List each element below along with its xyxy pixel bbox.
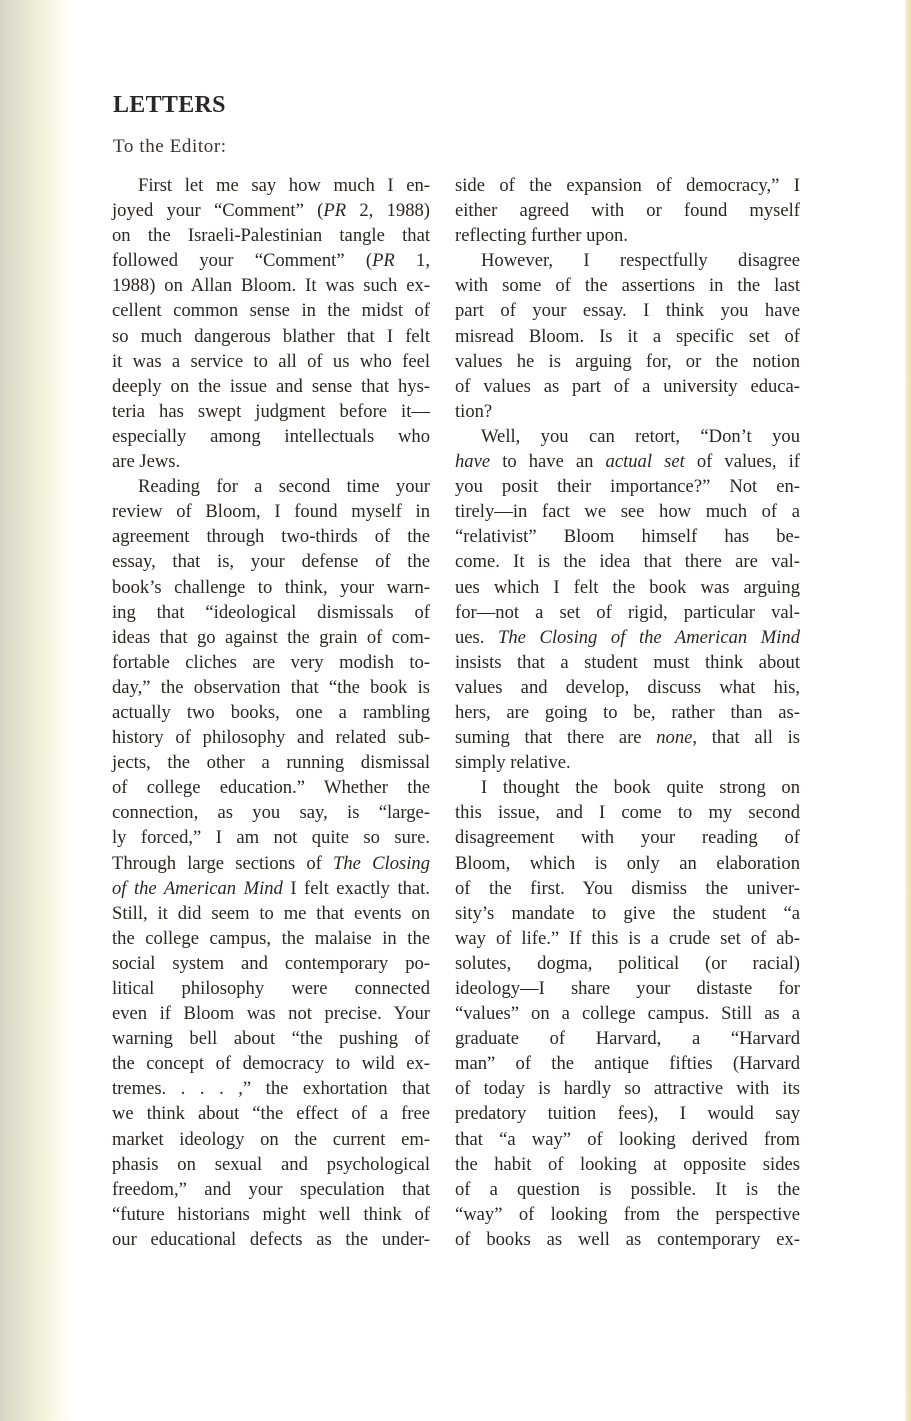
text-line [455,725,800,750]
text-line: predatory tuition fees), I would say [455,1103,800,1125]
text-line: our educational defects as the under- [112,1228,430,1250]
text-line: review of Bloom, I found myself in [112,501,430,523]
text-line: 1988) on Allan Bloom. It was such ex- [112,275,430,297]
text-line: fortable cliches are very modish to- [112,651,430,673]
text-line: Still, it did seem to me that events on [112,902,430,924]
text-line: First let me say how much I en- [138,175,430,196]
text-line: way of life.” If this is a crude set of ab- [455,927,800,949]
text-line: I thought the book quite strong on [481,777,800,799]
text-segment: joyed your “Comment” ( [112,200,324,222]
italic-text: none [656,727,693,749]
text-line: the college campus, the malaise in the [112,927,430,949]
text-line [112,248,430,273]
text-line: deeply on the issue and sense that hys- [112,375,430,397]
text-line [455,625,800,650]
text-line: ideology—I share your distaste for [455,978,800,999]
text-line: the concept of democracy to wild ex- [112,1053,430,1075]
text-segment: suming that there are [455,727,657,749]
text-line: misread Bloom. Is it a specific set of [455,325,800,347]
text-line: part of your essay. I think you have [455,300,800,322]
text-line [112,851,430,876]
text-line: “relativist” Bloom himself has be- [455,526,800,548]
text-segment: I felt exactly that. [282,877,431,899]
text-line: of today is hardly so attractive with its [455,1078,800,1100]
text-line: history of philosophy and related sub- [112,727,430,749]
text-line: simply relative. [455,752,571,774]
text-line: ly forced,” I am not quite so sure. [112,827,430,849]
text-segment: of values, if [684,451,800,473]
text-line: for—not a set of rigid, particular val- [455,601,800,623]
text-line: disagreement with your reading of [455,827,800,849]
text-line: “future historians might well think of [112,1203,430,1225]
text-line: phasis on sexual and psychological [112,1153,430,1175]
text-line: even if Bloom was not precise. Your [112,1003,430,1025]
italic-text: PR [323,200,347,222]
text-line: connection, as you say, is “large- [112,802,430,824]
text-line: warning bell about “the pushing of [112,1028,430,1050]
text-line: Reading for a second time your [138,476,430,498]
text-line: book’s challenge to think, your warn- [112,576,430,598]
text-segment: to have an [490,451,606,473]
italic-text: PR [372,250,395,272]
text-line: we think about “the effect of a free [112,1103,430,1125]
text-line: freedom,” and your speculation that [112,1178,430,1200]
text-line: ues which I felt the book was arguing [455,576,800,598]
text-line: sity’s mandate to give the student “a [455,902,800,924]
text-line: you posit their importance?” Not en- [455,476,800,498]
text-line: side of the expansion of democracy,” I [455,175,800,196]
text-line: especially among intellectuals who [112,425,430,447]
text-line: teria has swept judgment before it— [112,400,430,422]
right-text-column [455,173,800,1252]
text-line: However, I respectfully disagree [481,250,800,272]
text-line: insists that a student must think about [455,651,800,673]
text-segment: Through large sections of [112,852,334,874]
section-heading: LETTERS [113,92,226,118]
text-line: cellent common sense in the midst of [112,300,430,322]
text-line: social system and contemporary po- [112,952,430,974]
text-line: agreement through two-thirds of the [112,526,430,548]
text-line: come. It is the idea that there are val- [455,551,800,573]
text-line: “values” on a college campus. Still as a [455,1003,800,1025]
text-line: tirely—in fact we see how much of a [455,501,800,523]
text-line: on the Israeli-Palestinian tangle that [112,225,430,247]
text-line: litical philosophy were connected [112,978,430,999]
text-line: day,” the observation that “the book is [112,676,430,698]
text-line: tion? [455,400,493,422]
text-line: Bloom, which is only an elaboration [455,852,800,874]
text-line: solutes, dogma, political (or racial) [455,952,800,974]
text-line: values he is arguing for, or the notion [455,350,800,372]
text-line: reflecting further upon. [455,225,628,247]
text-line: are Jews. [112,451,181,473]
text-line: tremes. . . . ,” the exhortation that [112,1078,430,1100]
left-text-column [112,173,430,1252]
text-line: of college education.” Whether the [112,777,430,799]
text-line: that “a way” of looking derived from [455,1128,800,1150]
italic-text: have [455,451,491,473]
italic-text: actual set [605,451,685,473]
text-line: the habit of looking at opposite sides [455,1153,800,1175]
text-line: of the first. You dismiss the univer- [455,877,800,899]
text-segment: ues. [455,626,499,648]
text-line: of values as part of a university educa- [455,375,800,397]
text-line: it was a service to all of us who feel [112,350,430,372]
text-line: values and develop, discuss what his, [455,676,800,698]
text-line: with some of the assertions in the last [455,275,800,297]
text-line [112,876,430,901]
text-segment: 2, 1988) [346,200,430,222]
text-line: so much dangerous blather that I felt [112,325,430,347]
text-line [455,449,800,474]
text-line: of books as well as contemporary ex- [455,1228,800,1250]
salutation: To the Editor: [113,136,227,157]
text-line: jects, the other a running dismissal [112,752,430,774]
text-line: ideas that go against the grain of com- [112,626,430,648]
text-line [112,198,430,223]
text-line: this issue, and I come to my second [455,802,800,824]
text-line: Well, you can retort, “Don’t you [481,425,800,447]
text-line: “way” of looking from the perspective [455,1203,800,1225]
text-line: either agreed with or found myself [455,200,800,222]
italic-text: of the American Mind [112,877,283,899]
text-line: essay, that is, your defense of the [112,551,430,573]
text-line: hers, are going to be, rather than as- [455,701,800,723]
text-line: of a question is possible. It is the [455,1178,800,1200]
text-line: ing that “ideological dismissals of [112,601,430,623]
italic-text: The Closing [333,852,430,874]
italic-text: The Closing of the American Mind [498,626,800,648]
text-segment: followed your “Comment” ( [112,250,373,272]
text-line: man” of the antique fifties (Harvard [455,1053,800,1075]
text-line: actually two books, one a rambling [112,701,430,723]
text-line: market ideology on the current em- [112,1128,430,1150]
text-segment: , that all is [692,727,800,749]
text-segment: 1, [394,250,431,272]
text-line: graduate of Harvard, a “Harvard [455,1028,800,1050]
